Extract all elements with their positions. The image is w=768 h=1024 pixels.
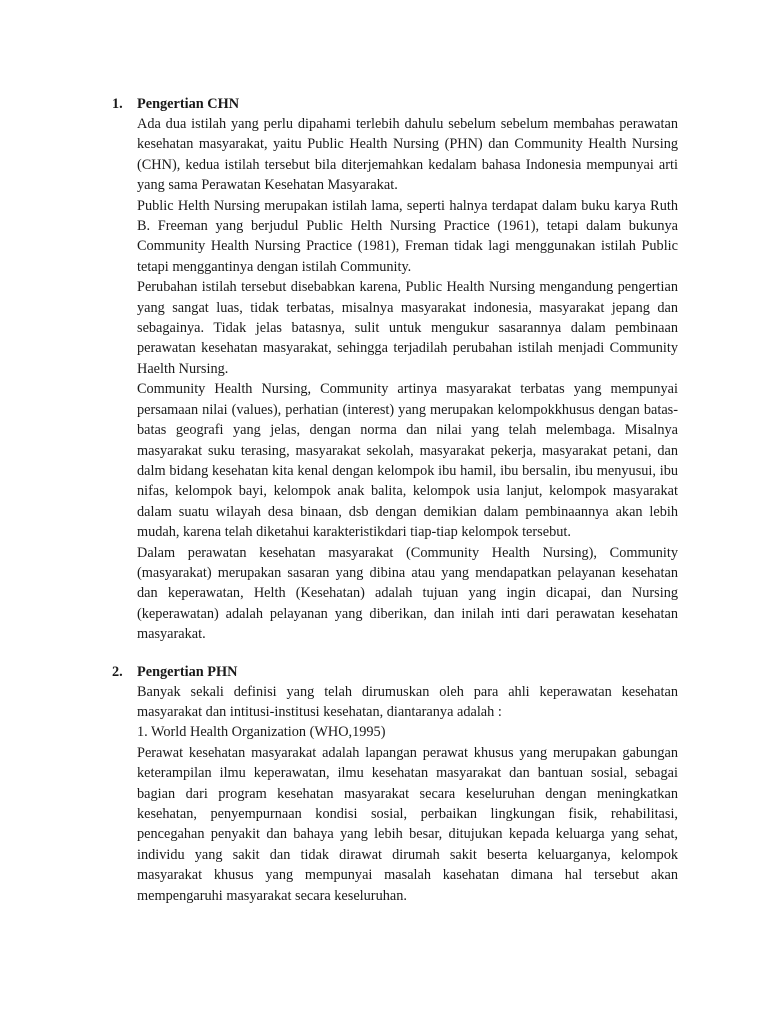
paragraph: Ada dua istilah yang perlu dipahami terlebih dahulu sebelum sebelum membahas perawatan kesehatan masyarakat, yaitu Public Health Nursing (PHN) dan Community Health Nursing (CHN), kedua istilah tersebut bila diterjemahkan kedalam bahasa Indonesia mempunyai arti yang sama Perawatan Kesehatan Masyarakat. xyxy=(137,116,678,194)
section-chn xyxy=(112,94,678,645)
section-body xyxy=(137,682,678,906)
list-item-heading: 1. World Health Organization (WHO,1995) xyxy=(137,724,386,741)
section-body xyxy=(137,114,678,645)
section-title: Pengertian PHN xyxy=(137,663,238,680)
paragraph: Perubahan istilah tersebut disebabkan karena, Public Health Nursing mengandung pengertian yang sangat luas, tidak terbatas, misalnya masyarakat indonesia, masyarakat jepang dan sebagainya. Tidak jelas batasnya, sulit untuk mengukur sasarannya dalam pembinaan perawatan kesehatan masyarakat, sehingga terjadilah perubahan istilah menjadi Community Haelth Nursing. xyxy=(137,279,678,377)
section-title: Pengertian CHN xyxy=(137,96,240,112)
paragraph: Community Health Nursing, Community artinya masyarakat terbatas yang mempunyai persamaan nilai (values), perhatian (interest) yang merupakan kelompokkhusus dengan batas-batas geografi yang jelas, dengan norma dan nilai yang telah melembaga. Misalnya masyarakat suku terasing, masyarakat sekolah, masyarakat pekerja, masyarakat petani, dan dalm bidang kesehatan kita kenal dengan kelompok ibu hamil, ibu bersalin, ibu menyusui, ibu nifas, kelompok bayi, kelompok anak balita, kelompok usia lanjut, kelompok masyarakat dalam suatu wilayah desa binaan, dsb dengan demikian dalam pembinaannya akan lebih mudah, karena telah diketahui karakteristikdari tiap-tiap kelompok tersebut. xyxy=(137,381,678,541)
section-number: 2. xyxy=(112,663,123,680)
section-heading xyxy=(112,662,678,682)
section-heading xyxy=(112,94,678,114)
paragraph: Dalam perawatan kesehatan masyarakat (Community Health Nursing), Community (masyarakat) merupakan sasaran yang dibina atau yang mendapatkan pelayanan kesehatan dan keperawatan, Helth (Kesehatan) adalah tujuan yang ingin dicapai, dan Nursing (keperawatan) adalah pelayanan yang diberikan, dan inilah inti dari perawatan kesehatan masyarakat. xyxy=(137,544,678,643)
section-number: 1. xyxy=(112,96,123,112)
paragraph: Perawat kesehatan masyarakat adalah lapangan perawat khusus yang merupakan gabungan keterampilan ilmu keperawatan, ilmu kesehatan masyarakat dan bantuan sosial, sebagai bagian dari program kesehatan masyarakat secara keseluruhan dengan meningkatkan kesehatan, penyempurnaan kondisi sosial, perbaikan lingkungan fisik, rehabilitasi, pencegahan penyakit dan bahaya yang lebih besar, ditujukan kepada keluarga yang sehat, individu yang sakit dan tidak dirawat dirumah sakit beserta keluarganya, kelompok masyarakat khusus yang mempunyai masalah kasehatan dimana hal tersebut akan mempengaruhi masyarakat secara keseluruhan. xyxy=(137,744,678,904)
paragraph: Public Helth Nursing merupakan istilah lama, seperti halnya terdapat dalam buku karya Ruth B. Freeman yang berjudul Public Helth Nursing Practice (1961), tetapi dalam bukunya Community Health Nursing Practice (1981), Freman tidak lagi menggunakan istilah Public tetapi menggantinya dengan istilah Community. xyxy=(137,197,678,275)
paragraph: Banyak sekali definisi yang telah dirumuskan oleh para ahli keperawatan kesehatan masyarakat dan intitusi-institusi kesehatan, diantaranya adalah : xyxy=(137,683,678,720)
section-phn xyxy=(112,662,678,906)
